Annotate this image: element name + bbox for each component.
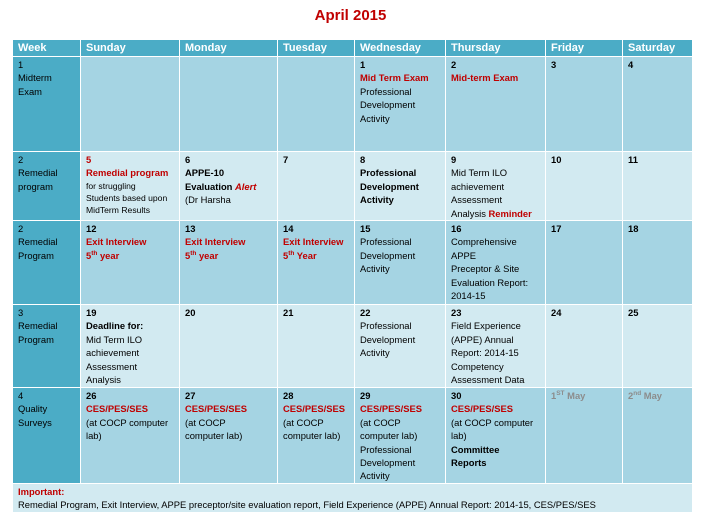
event-text: Development xyxy=(360,180,419,192)
day-number xyxy=(628,58,688,71)
alert-label: Alert xyxy=(235,180,257,192)
day-number xyxy=(628,222,688,235)
week-label-line: 3 xyxy=(18,307,24,319)
event-line xyxy=(360,319,441,332)
week-label-line: Exam xyxy=(18,85,42,97)
event-line xyxy=(360,112,441,125)
event-text: Professional xyxy=(360,85,412,97)
event-text: Report: 2014-15 xyxy=(451,347,519,359)
event-text: Field Experience xyxy=(451,320,521,332)
day-number-suffix: ST xyxy=(556,389,565,397)
event-text-rest: Year xyxy=(294,249,317,261)
event-text: Activity xyxy=(360,112,390,124)
event-line xyxy=(283,402,350,415)
day-cell xyxy=(81,57,180,152)
day-cell xyxy=(446,388,546,484)
week-label-line: 2 xyxy=(18,154,24,165)
event-text: Committee xyxy=(451,443,500,455)
event-text: Evaluation xyxy=(185,180,236,192)
event-text: Professional xyxy=(360,320,412,332)
day-number xyxy=(360,153,441,166)
event-line xyxy=(185,429,273,442)
day-cell xyxy=(180,221,278,305)
event-line xyxy=(86,319,175,332)
day-cell xyxy=(446,221,546,305)
day-number-value: 16 xyxy=(451,223,462,235)
week-label-line: 4 xyxy=(18,390,24,402)
event-text: Comprehensive xyxy=(451,236,517,248)
day-number xyxy=(86,153,175,166)
event-line xyxy=(451,456,541,469)
day-number xyxy=(86,389,175,402)
day-cell xyxy=(355,152,446,221)
week-label xyxy=(13,57,81,152)
event-line xyxy=(360,193,441,206)
event-text: computer lab) xyxy=(360,430,418,442)
event-text: Mid Term ILO xyxy=(451,167,508,179)
event-text: Professional xyxy=(360,167,417,179)
event-line xyxy=(451,373,541,386)
event-line xyxy=(360,85,441,98)
calendar-body xyxy=(13,57,693,484)
event-line xyxy=(360,402,441,415)
day-number-value: 14 xyxy=(283,223,294,235)
day-number-value: 24 xyxy=(551,307,562,319)
event-text: lab) xyxy=(86,430,102,442)
calendar-table xyxy=(12,39,693,513)
event-line xyxy=(360,429,441,442)
day-number-value: 3 xyxy=(551,59,557,70)
event-text: 2014-15 xyxy=(451,290,486,302)
event-line xyxy=(86,333,175,346)
event-line xyxy=(360,443,441,456)
event-line xyxy=(360,416,441,429)
event-line xyxy=(360,262,441,275)
event-line xyxy=(360,469,441,482)
event-line xyxy=(86,346,175,359)
event-text: Professional xyxy=(360,236,412,248)
day-cell xyxy=(623,388,693,484)
event-text: (at COCP xyxy=(360,416,401,428)
event-line xyxy=(283,429,350,442)
week-label-line: Remedial xyxy=(18,236,58,248)
header-week: Week xyxy=(13,40,81,57)
event-text: Competency xyxy=(451,360,504,372)
event-line xyxy=(360,98,441,111)
day-number-value: 19 xyxy=(86,307,97,319)
day-number xyxy=(551,306,618,319)
week-label-line: Remedial xyxy=(18,167,58,179)
day-number xyxy=(185,306,273,319)
ordinal-suffix: th xyxy=(91,249,98,257)
event-text: CES/PES/SES xyxy=(185,403,248,415)
day-number-value: 13 xyxy=(185,223,196,235)
week-label-line: 1 xyxy=(18,59,24,70)
week-label-line: Program xyxy=(18,333,54,345)
event-text: Development xyxy=(360,333,416,345)
event-text-rest: year xyxy=(97,249,120,261)
day-month-label: May xyxy=(641,390,663,402)
reminder-label: Reminder xyxy=(488,207,532,219)
week-label-line: Surveys xyxy=(18,416,52,428)
event-text: Analysis xyxy=(86,374,121,386)
day-number xyxy=(451,153,541,166)
event-text: Evaluation Report: xyxy=(451,276,529,288)
event-text: CES/PES/SES xyxy=(451,403,514,415)
event-text: Preceptor & Site xyxy=(451,263,520,275)
event-line xyxy=(451,346,541,359)
event-text: 5 xyxy=(86,249,92,261)
event-text: (APPE) Annual xyxy=(451,333,514,345)
day-cell xyxy=(446,57,546,152)
day-number xyxy=(360,306,441,319)
event-text: Assessment Data xyxy=(451,374,525,386)
day-number-value: 11 xyxy=(628,154,638,165)
event-text: lab) xyxy=(451,430,467,442)
event-text: MidTerm Results xyxy=(86,204,150,215)
event-text: Development xyxy=(360,99,416,111)
day-cell xyxy=(446,152,546,221)
week-label-line: 2 xyxy=(18,223,24,235)
day-number-value: 29 xyxy=(360,390,371,402)
event-text: Activity xyxy=(360,347,390,359)
event-text: Deadline for: xyxy=(86,320,144,332)
event-text: Mid Term Exam xyxy=(360,72,429,84)
ordinal-suffix: th xyxy=(288,249,295,257)
event-line xyxy=(451,180,541,193)
day-number-value: 6 xyxy=(185,154,191,165)
event-text: Reports xyxy=(451,457,487,469)
week-label-line: program xyxy=(18,180,53,192)
week-label-line: Quality xyxy=(18,403,48,415)
header-saturday: Saturday xyxy=(623,40,693,57)
day-number xyxy=(283,153,350,166)
week-row xyxy=(13,305,693,388)
event-line xyxy=(451,262,541,275)
day-number-value: 22 xyxy=(360,307,371,319)
day-number xyxy=(451,389,541,402)
event-text: Activity xyxy=(360,470,390,482)
day-number-value: 17 xyxy=(551,223,562,235)
event-text: Mid-term Exam xyxy=(451,72,519,84)
event-line xyxy=(451,193,541,206)
header-monday: Monday xyxy=(180,40,278,57)
event-text-rest: year xyxy=(196,249,219,261)
event-text: CES/PES/SES xyxy=(360,403,423,415)
day-number-value: 2 xyxy=(451,59,457,70)
event-text: APPE xyxy=(451,249,477,261)
event-text: (at COCP computer xyxy=(451,416,534,428)
event-text: CES/PES/SES xyxy=(86,403,149,415)
event-text: computer lab) xyxy=(283,430,341,442)
event-line xyxy=(185,402,273,415)
day-number xyxy=(185,389,273,402)
week-row xyxy=(13,221,693,305)
event-text: achievement xyxy=(86,347,140,359)
event-line xyxy=(86,192,175,204)
event-text: Assessment xyxy=(451,194,503,206)
day-cell xyxy=(623,221,693,305)
event-line xyxy=(451,443,541,456)
day-number xyxy=(451,222,541,235)
event-text: CES/PES/SES xyxy=(283,403,346,415)
day-number-value: 8 xyxy=(360,154,366,165)
day-number-value: 15 xyxy=(360,223,371,235)
event-line xyxy=(451,333,541,346)
event-line xyxy=(86,180,175,192)
event-text: (Dr Harsha xyxy=(185,194,231,206)
event-line xyxy=(451,249,541,262)
header-sunday: Sunday xyxy=(81,40,180,57)
event-line xyxy=(185,235,273,248)
event-line xyxy=(451,416,541,429)
event-text: Activity xyxy=(360,263,390,275)
event-line xyxy=(86,402,175,415)
event-line xyxy=(283,249,350,262)
event-line xyxy=(451,235,541,248)
event-line xyxy=(451,276,541,289)
event-line xyxy=(451,71,541,84)
event-line xyxy=(360,235,441,248)
week-label-line: Remedial xyxy=(18,320,58,332)
day-cell xyxy=(180,388,278,484)
event-text: Professional xyxy=(360,443,412,455)
event-text: (at COCP xyxy=(283,416,324,428)
event-line xyxy=(185,166,273,179)
event-line xyxy=(360,249,441,262)
day-cell xyxy=(81,305,180,388)
day-cell xyxy=(81,221,180,305)
event-line xyxy=(451,402,541,415)
day-number-value: 28 xyxy=(283,390,294,402)
event-text: (at COCP computer xyxy=(86,416,169,428)
day-number-value: 7 xyxy=(283,154,289,165)
event-line xyxy=(451,166,541,179)
day-number xyxy=(628,389,688,402)
day-cell xyxy=(355,221,446,305)
day-number-value: 1 xyxy=(360,59,366,70)
event-text: 5 xyxy=(185,249,191,261)
event-line xyxy=(451,207,541,220)
day-number xyxy=(551,389,618,402)
event-line xyxy=(86,204,175,216)
day-cell xyxy=(355,305,446,388)
day-cell xyxy=(623,57,693,152)
day-number xyxy=(451,306,541,319)
event-text: Exit Interview xyxy=(283,236,344,248)
event-line xyxy=(451,429,541,442)
event-text: computer lab) xyxy=(185,430,243,442)
day-number-value: 18 xyxy=(628,223,639,235)
day-cell xyxy=(180,152,278,221)
day-cell xyxy=(278,57,355,152)
event-text: Development xyxy=(360,457,416,469)
event-line xyxy=(185,193,273,206)
event-line xyxy=(360,346,441,359)
day-number xyxy=(185,222,273,235)
day-number xyxy=(283,389,350,402)
day-number xyxy=(283,306,350,319)
week-row xyxy=(13,57,693,152)
event-line xyxy=(283,235,350,248)
day-cell xyxy=(278,305,355,388)
event-line xyxy=(451,360,541,373)
day-number-value: 12 xyxy=(86,223,97,235)
day-month-label: May xyxy=(564,390,586,402)
event-text: Students based upon xyxy=(86,192,168,203)
header-friday: Friday xyxy=(546,40,623,57)
day-number-value: 5 xyxy=(86,154,92,165)
day-number xyxy=(86,222,175,235)
event-text: Remedial program xyxy=(86,167,169,179)
event-text: for struggling xyxy=(86,180,136,191)
event-line xyxy=(86,373,175,386)
day-number-value: 21 xyxy=(283,307,294,319)
day-number xyxy=(551,222,618,235)
event-line xyxy=(360,456,441,469)
week-label xyxy=(13,305,81,388)
day-number xyxy=(283,222,350,235)
day-number-value: 10 xyxy=(551,154,562,165)
important-row xyxy=(13,484,693,513)
day-number xyxy=(360,58,441,71)
event-text: Exit Interview xyxy=(86,236,147,248)
event-line xyxy=(185,416,273,429)
event-line xyxy=(360,333,441,346)
event-line xyxy=(451,289,541,302)
day-cell xyxy=(546,305,623,388)
week-row xyxy=(13,388,693,484)
event-line xyxy=(185,249,273,262)
important-label: Important: xyxy=(18,486,65,498)
event-line xyxy=(86,235,175,248)
week-label-line: Midterm xyxy=(18,72,52,84)
day-cell xyxy=(278,152,355,221)
day-cell xyxy=(180,57,278,152)
day-cell xyxy=(278,221,355,305)
event-line xyxy=(86,416,175,429)
calendar-title: April 2015 xyxy=(314,7,387,24)
day-number-suffix: nd xyxy=(633,389,642,397)
event-text: Mid Term ILO xyxy=(86,333,143,345)
event-text: APPE-10 xyxy=(185,167,225,179)
day-cell xyxy=(278,388,355,484)
day-number-value: 2 xyxy=(628,390,634,402)
day-number xyxy=(360,222,441,235)
event-line xyxy=(360,180,441,193)
header-tuesday: Tuesday xyxy=(278,40,355,57)
day-number-value: 30 xyxy=(451,390,462,402)
day-number-value: 20 xyxy=(185,307,196,319)
day-cell xyxy=(81,152,180,221)
event-text: 5 xyxy=(283,249,289,261)
event-text: Development xyxy=(360,249,416,261)
day-cell xyxy=(623,152,693,221)
day-cell xyxy=(355,388,446,484)
day-number-value: 25 xyxy=(628,307,639,319)
day-cell xyxy=(623,305,693,388)
event-line xyxy=(360,71,441,84)
day-number xyxy=(185,153,273,166)
event-text: Exit Interview xyxy=(185,236,246,248)
day-cell xyxy=(180,305,278,388)
day-cell xyxy=(546,221,623,305)
header-thursday: Thursday xyxy=(446,40,546,57)
event-line xyxy=(86,166,175,179)
ordinal-suffix: th xyxy=(190,249,197,257)
day-cell xyxy=(546,388,623,484)
day-number xyxy=(451,58,541,71)
important-text: Remedial Program, Exit Interview, APPE preceptor/site evaluation report, Field Experience (APPE) Annual Report: 2014-15, CES/PES/SES xyxy=(18,499,596,511)
day-cell xyxy=(546,57,623,152)
week-label-line: Program xyxy=(18,249,54,261)
day-number-value: 4 xyxy=(628,59,634,70)
header-wednesday: Wednesday xyxy=(355,40,446,57)
week-label xyxy=(13,152,81,221)
event-line xyxy=(86,429,175,442)
event-line xyxy=(360,166,441,179)
day-number-value: 23 xyxy=(451,307,462,319)
event-line xyxy=(451,319,541,332)
day-number xyxy=(551,58,618,71)
event-text: Assessment xyxy=(86,360,138,372)
day-number-value: 9 xyxy=(451,154,457,165)
event-line xyxy=(86,360,175,373)
day-number xyxy=(551,153,618,166)
day-cell xyxy=(81,388,180,484)
event-line xyxy=(86,249,175,262)
day-number-value: 27 xyxy=(185,390,196,402)
day-cell xyxy=(355,57,446,152)
event-line xyxy=(185,180,273,193)
week-label xyxy=(13,221,81,305)
event-line xyxy=(283,416,350,429)
day-cell xyxy=(446,305,546,388)
day-number xyxy=(628,306,688,319)
week-row xyxy=(13,152,693,221)
day-number xyxy=(360,389,441,402)
day-cell xyxy=(546,152,623,221)
event-text: (at COCP xyxy=(185,416,226,428)
day-number-value: 26 xyxy=(86,390,97,402)
day-number xyxy=(628,153,688,166)
week-label xyxy=(13,388,81,484)
day-number xyxy=(86,306,175,319)
event-text: achievement xyxy=(451,180,505,192)
event-text: Analysis xyxy=(451,207,489,219)
header-row xyxy=(13,40,693,57)
important-note xyxy=(13,484,693,513)
day-number-value: 1 xyxy=(551,390,557,402)
event-text: Activity xyxy=(360,194,394,206)
